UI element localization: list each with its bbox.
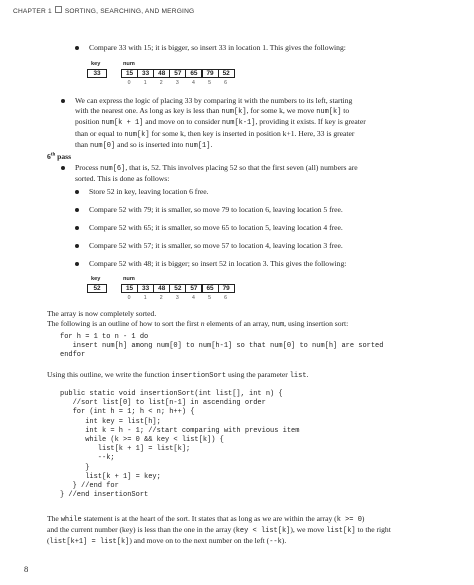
code: while: [60, 516, 82, 524]
text: and the current number (key) is less than the one in the array (: [47, 525, 236, 535]
heading-number: 6: [47, 152, 51, 161]
bullet-icon: [75, 208, 79, 212]
code: insertionSort: [171, 372, 227, 380]
step-text: Compare 52 with 79; it is smaller, so move 79 to location 6, leaving location 5 free.: [89, 205, 343, 214]
process-line-2: sorted. This is done as follows:: [75, 174, 170, 184]
code: num[1]: [185, 141, 211, 150]
text: than or equal to: [75, 128, 125, 138]
array-cell: 15: [121, 284, 138, 293]
heading-word: pass: [55, 152, 72, 161]
text: with the nearest one. As long as key is less than: [75, 106, 222, 116]
process-line-1: [75, 163, 465, 174]
chapter-label: CHAPTER 1: [13, 8, 52, 15]
text: .: [306, 370, 309, 379]
text: Using this outline, we write the function: [47, 370, 172, 379]
text: ), we move: [290, 525, 327, 535]
array-cell: 79: [202, 69, 219, 78]
text: , for some k, we move: [246, 106, 317, 116]
final-line-3: [47, 536, 467, 547]
array-cell: 65: [185, 69, 202, 78]
logic-line-2: [75, 106, 465, 117]
code: num[6]: [100, 165, 126, 173]
array-cell: 52: [218, 69, 235, 78]
code: k >= 0: [336, 516, 362, 524]
num-cells: [121, 69, 235, 78]
final-line-1: [47, 514, 467, 525]
step-text: Compare 52 with 65; it is smaller, so move 65 to location 5, leaving location 4 free.: [89, 223, 343, 232]
array-cell: 48: [153, 284, 170, 293]
text: for some k, then key is inserted in position k+1. Here, 33 is greater: [149, 128, 355, 138]
step-bullet: [89, 259, 459, 269]
index-label: 5: [208, 80, 211, 86]
index-row: [121, 295, 234, 301]
text: .: [210, 139, 213, 149]
final-paragraph: [47, 514, 467, 548]
section-heading-6th-pass: [47, 152, 71, 161]
key-label: key: [91, 61, 101, 67]
step-text: Compare 52 with 57; it is smaller, so move 57 to location 4, leaving location 3 free.: [89, 241, 343, 250]
key-cell: 52: [87, 284, 107, 293]
using-outline-line: [47, 370, 467, 381]
text: The: [47, 514, 61, 523]
step-bullet: [89, 223, 459, 233]
step-bullet: [89, 241, 459, 251]
code: key < list[k]: [235, 527, 291, 536]
text: The following is an outline of how to sort the first: [47, 319, 201, 328]
code: num[k]: [124, 130, 150, 139]
text: statement is at the heart of the sort. It states that as long as we are within the array (: [81, 514, 337, 523]
text: using the parameter: [226, 370, 290, 379]
bullet-icon: [75, 226, 79, 230]
code: num[k-1]: [221, 119, 256, 128]
code: --k: [269, 538, 282, 547]
bullet-process: [75, 163, 465, 184]
bullet-icon: [75, 46, 79, 50]
code: num[k]: [221, 108, 247, 117]
text: ) and move on to the next number on the left (: [129, 536, 270, 546]
array-cell: 33: [137, 69, 154, 78]
page-number: 8: [24, 564, 29, 574]
array-cell: 57: [169, 69, 186, 78]
separator-square-icon: [55, 6, 62, 13]
code: num: [271, 321, 285, 329]
index-label: 0: [127, 80, 131, 86]
bullet-icon: [75, 190, 79, 194]
bullet-icon: [75, 262, 79, 266]
num-cells: [121, 284, 235, 293]
text: , using insertion sort:: [284, 319, 349, 328]
code: list[k+1] = list[k]: [49, 538, 130, 547]
step-text: Store 52 in key, leaving location 6 free.: [89, 187, 209, 196]
key-cell: 33: [87, 69, 107, 78]
bullet-icon: [75, 244, 79, 248]
index-label: 4: [191, 295, 195, 301]
bullet-icon: [61, 99, 65, 103]
array-cell: 48: [153, 69, 170, 78]
heading-suffix: th: [50, 152, 56, 158]
index-label: 2: [159, 295, 163, 301]
text: elements of an array,: [204, 319, 272, 328]
logic-line-4: [75, 129, 465, 140]
step-bullet: [89, 205, 459, 215]
logic-line-3: [75, 117, 465, 128]
num-label: num: [123, 61, 135, 67]
chapter-title: SORTING, SEARCHING, AND MERGING: [64, 8, 195, 15]
text: than: [75, 139, 90, 149]
logic-line-1: We can express the logic of placing 33 by comparing it with the numbers to its left, starting: [75, 96, 353, 105]
key-label: key: [91, 276, 101, 282]
italic-n: n: [200, 319, 205, 328]
step-text: Compare 52 with 48; it is bigger; so insert 52 in location 3. This gives the following:: [89, 259, 347, 268]
num-label: num: [123, 276, 135, 282]
text: Process: [75, 163, 101, 172]
array-cell: 15: [121, 69, 138, 78]
index-label: 1: [143, 295, 147, 301]
outline-code-block: for h = 1 to n - 1 do insert num[h] among num[0] to num[h-1] so that num[0] to num[h] are sorted endfor: [60, 333, 384, 360]
final-line-2: [47, 525, 467, 536]
outline-intro: [47, 319, 467, 330]
text: and so is inserted into: [115, 139, 186, 149]
index-label: 5: [208, 295, 211, 301]
array-cell: 52: [169, 284, 186, 293]
index-label: 6: [224, 80, 228, 86]
text: to the right: [355, 525, 391, 535]
code: num[0]: [89, 141, 116, 150]
text: ): [361, 514, 365, 523]
text: , providing it exists. If key is greater: [255, 117, 366, 127]
code: list: [289, 372, 307, 380]
index-label: 4: [191, 80, 195, 86]
bullet-text: Compare 33 with 15; it is bigger, so insert 33 in location 1. This gives the following:: [89, 43, 346, 52]
bullet-logic: [75, 96, 465, 151]
text: to: [341, 106, 350, 116]
text: ).: [281, 536, 287, 546]
function-code-block: public static void insertionSort(int list[], int n) { //sort list[0] to list[n-1] in ascending order for (int h = 1; h < n; h++) { int key = list[h]; int k = h - 1; //start comparing with previous item while (k >= 0 && key < list[k]) { list[k + 1] = list[k]; --k; } list[k + 1] = key; } //end for } //end insertionSort: [60, 390, 300, 500]
text: , that is, 52. This involves placing 52 so that the first seven (all) numbers are: [125, 163, 358, 172]
running-header: [13, 6, 194, 15]
index-label: 2: [159, 80, 163, 86]
index-label: 3: [175, 80, 179, 86]
index-label: 0: [127, 295, 131, 301]
sorted-statement: The array is now completely sorted.: [47, 309, 157, 318]
bullet-compare-33: [89, 43, 459, 53]
step-bullet: [89, 187, 459, 197]
code: list[k]: [326, 527, 356, 536]
code: num[k]: [316, 108, 342, 117]
logic-line-5: [75, 140, 465, 151]
array-cell: 33: [137, 284, 154, 293]
index-label: 1: [143, 80, 147, 86]
code: num[k + 1]: [101, 119, 144, 128]
text: and move on to consider: [143, 117, 222, 127]
bullet-icon: [61, 166, 65, 170]
text: position: [75, 117, 102, 127]
index-row: [121, 80, 234, 86]
text: (: [47, 536, 50, 546]
index-label: 3: [175, 295, 179, 301]
array-cell: 57: [185, 284, 202, 293]
array-cell: 65: [202, 284, 219, 293]
array-cell: 79: [218, 284, 235, 293]
index-label: 6: [224, 295, 228, 301]
